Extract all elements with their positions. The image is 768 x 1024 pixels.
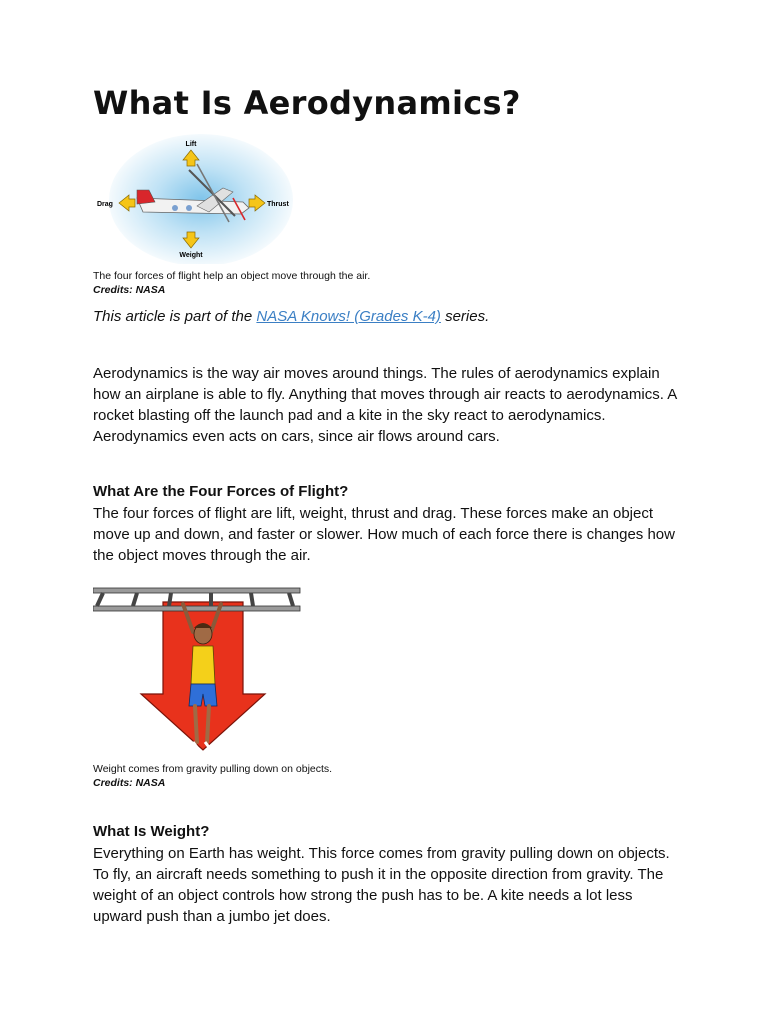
figure1-credit: Credits: NASA: [93, 284, 166, 296]
weight-paragraph: Everything on Earth has weight. This force comes from gravity pulling down on objects. To fly, an aircraft needs something to push it in the opposite direction from gravity. The weight of an object controls how strong the push has to be. A kite needs a lot less upward push than a jumbo jet does.: [93, 845, 670, 925]
four-forces-figure: [93, 132, 303, 264]
lift-label: Lift: [185, 141, 197, 148]
four-forces-illustration: [93, 132, 303, 264]
monkey-bars-icon: [93, 588, 300, 611]
weight-illustration: [93, 582, 303, 760]
weight-label: Weight: [179, 252, 203, 259]
series-note: [93, 308, 489, 325]
figure2-caption: Weight comes from gravity pulling down on objects.: [93, 763, 333, 775]
section-heading-four-forces: What Are the Four Forces of Flight?: [93, 483, 349, 500]
figure1-caption: The four forces of flight help an object move through the air.: [93, 270, 371, 282]
section-heading-weight: What Is Weight?: [93, 823, 210, 840]
four-forces-paragraph: The four forces of flight are lift, weight, thrust and drag. These forces make an object move up and down, and faster or slower. How much of each force there is changes how the object moves through the air.: [93, 505, 675, 564]
series-prefix: This article is part of the: [93, 308, 253, 325]
figure2-credit: Credits: NASA: [93, 777, 166, 789]
weight-figure: [93, 582, 303, 760]
thrust-label: Thrust: [267, 201, 289, 208]
sky-glow: [109, 134, 293, 264]
series-suffix: series.: [445, 308, 490, 325]
drag-label: Drag: [97, 201, 113, 208]
intro-paragraph: Aerodynamics is the way air moves around things. The rules of aerodynamics explain how an airplane is able to fly. Anything that moves through air reacts to aerodynamics. A rocket blasting off the launch pad and a kite in the sky react to aerodynamics. Aerodynamics even acts on cars, since air flows around cars.: [93, 365, 677, 445]
page-title: What Is Aerodynamics?: [93, 84, 521, 122]
nasa-knows-link[interactable]: NASA Knows! (Grades K-4): [256, 308, 441, 325]
